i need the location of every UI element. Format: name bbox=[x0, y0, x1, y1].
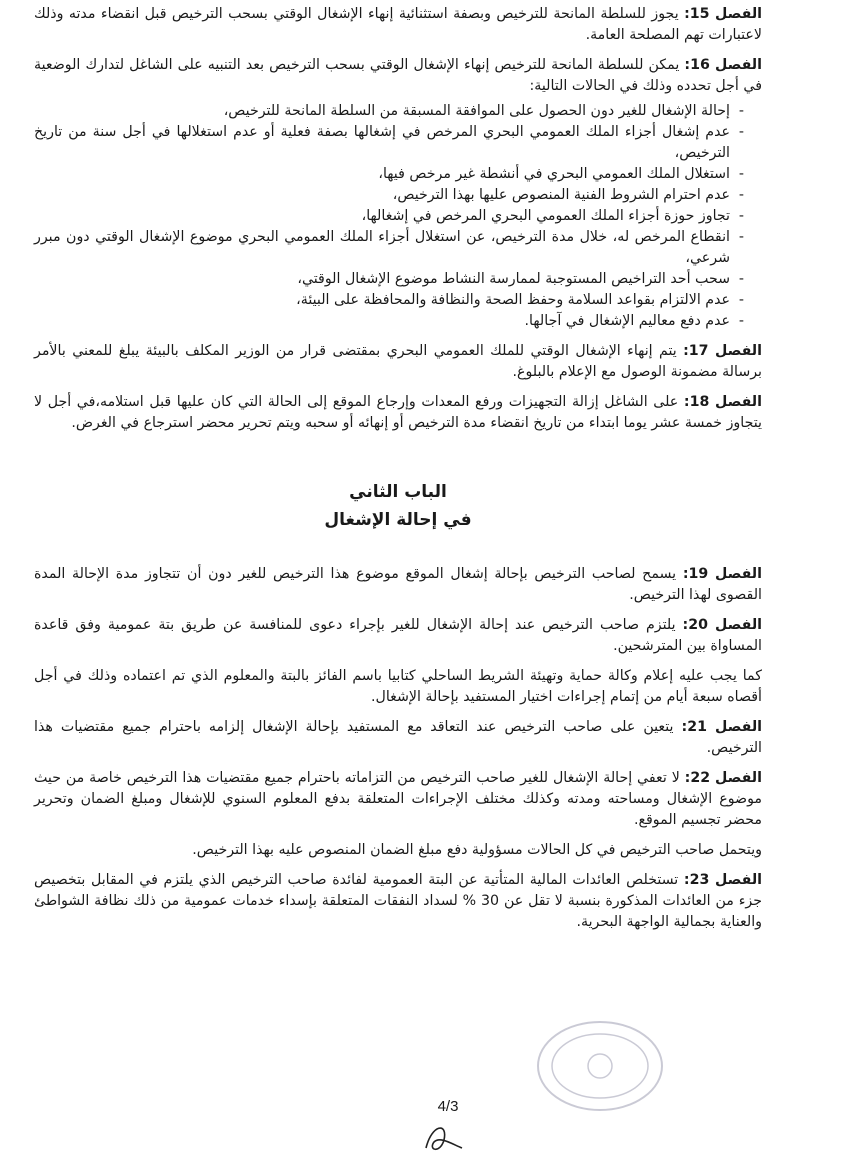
section-heading bbox=[34, 478, 762, 534]
section-title: الباب الثاني bbox=[349, 482, 447, 502]
list-item: - استغلال الملك العمومي البحري في أنشطة غير مرخص فيها، bbox=[34, 164, 744, 185]
article-19: الفصل 19: يسمح لصاحب الترخيص بإحالة إشغال الموقع موضوع هذا الترخيص للغير دون أن تتجاوز مدة الإحالة المدة القصوى لهذا الترخيص. bbox=[34, 566, 762, 603]
article-15: الفصل 15: يجوز للسلطة المانحة للترخيص وبصفة استثنائية إنهاء الإشغال الوقتي بسحب الترخيص قبل انقضاء مدته وذلك لاعتبارات تهم المصلحة العامة. bbox=[34, 6, 763, 43]
list-item: - عدم احترام الشروط الفنية المنصوص عليها بهذا الترخيص، bbox=[34, 185, 744, 206]
article-20-extra: كما يجب عليه إعلام وكالة حماية وتهيئة الشريط الساحلي كتابيا باسم الفائز بالبتة والمعلوم الذي تم اعتماده وذلك في أجل أقصاه سبعة أيام من إتمام إجراءات اختيار المستفيد بإحالة الإشغال. bbox=[34, 668, 762, 705]
list-item: - عدم إشغال أجزاء الملك العمومي البحري المرخص في إشغالها بصفة فعلية أو عدم استغلالها في أجل سنة من تاريخ الترخيص، bbox=[34, 122, 744, 164]
article-22-extra: ويتحمل صاحب الترخيص في كل الحالات مسؤولية دفع مبلغ الضمان المنصوص عليه بهذا الترخيص. bbox=[192, 842, 762, 858]
list-item: - إحالة الإشغال للغير دون الحصول على الموافقة المسبقة من السلطة المانحة للترخيص، bbox=[34, 101, 744, 122]
article-16: الفصل 16: يمكن للسلطة المانحة للترخيص إنهاء الإشغال الوقتي بسحب الترخيص بعد التنبيه على الشاغل لتدارك الوضعية في أجل تحدده وذلك في الحالات التالية: bbox=[34, 57, 762, 94]
signature bbox=[418, 1118, 468, 1158]
list-item: - تجاوز حوزة أجزاء الملك العمومي البحري المرخص في إشغالها، bbox=[34, 206, 744, 227]
list-item: - سحب أحد التراخيص المستوجبة لممارسة النشاط موضوع الإشغال الوقتي، bbox=[34, 269, 744, 290]
list-item: - عدم الالتزام بقواعد السلامة وحفظ الصحة والنظافة والمحافظة على البيئة، bbox=[34, 290, 744, 311]
list-item: - عدم دفع معاليم الإشغال في آجالها. bbox=[34, 311, 744, 332]
article-17: الفصل 17: يتم إنهاء الإشغال الوقتي للملك العمومي البحري بمقتضى قرار من الوزير المكلف بالبيئة يبلغ للمعني بالأمر برسالة مضمونة الوصول مع الإعلام بالبلوغ. bbox=[34, 343, 762, 380]
article-20: الفصل 20: يلتزم صاحب الترخيص عند إحالة الإشغال للغير بإجراء دعوى للمنافسة عن طريق بتة عمومية وفق قاعدة المساواة بين المترشحين. bbox=[34, 617, 763, 654]
section-subtitle: في إحالة الإشغال bbox=[324, 510, 472, 530]
list-item: - انقطاع المرخص له، خلال مدة الترخيص، عن استغلال أجزاء الملك العمومي البحري موضوع الإشغال الوقتي دون مبرر شرعي، bbox=[34, 227, 744, 269]
article-23: الفصل 23: تستخلص العائدات المالية المتأتية عن البتة العمومية لفائدة صاحب الترخيص الذي يلتزم في المقابل بتخصيص جزء من العائدات المذكورة بنسبة لا تقل عن 30 % لسداد النفقات المتعلقة بإسداء خدمات عمومية من ذلك نظافة الشواطئ والعناية بجمالية الواجهة البحرية. bbox=[34, 872, 763, 930]
document-body bbox=[34, 4, 762, 942]
official-stamp bbox=[530, 1016, 670, 1116]
page-number: 4/3 bbox=[437, 1098, 459, 1115]
article-16-list bbox=[34, 101, 762, 332]
article-22: الفصل 22: لا تعفي إحالة الإشغال للغير صاحب الترخيص من التزاماته باحترام جميع مقتضيات هذا الترخيص خاصة من حيث موضوع الإشغال ومساحته ومدته وكذلك مختلف الإجراءات المتعلقة بدفع المعلوم السنوي للإشغال ومبلغ الضمان وتحرير محضر تجسيم الموقع. bbox=[34, 770, 762, 828]
article-21: الفصل 21: يتعين على صاحب الترخيص عند التعاقد مع المستفيد بإحالة الإشغال إلزامه باحترام جميع مقتضيات هذا الترخيص. bbox=[34, 719, 763, 756]
article-18: الفصل 18: على الشاغل إزالة التجهيزات ورفع المعدات وإرجاع الموقع إلى الحالة التي كان عليها قبل استلامه،في أجل لا يتجاوز خمسة عشر يوما ابتداء من تاريخ انقضاء مدة الترخيص أو إنهائه أو سحبه ويتم تحرير محضر استرجاع في الغرض. bbox=[34, 394, 762, 431]
